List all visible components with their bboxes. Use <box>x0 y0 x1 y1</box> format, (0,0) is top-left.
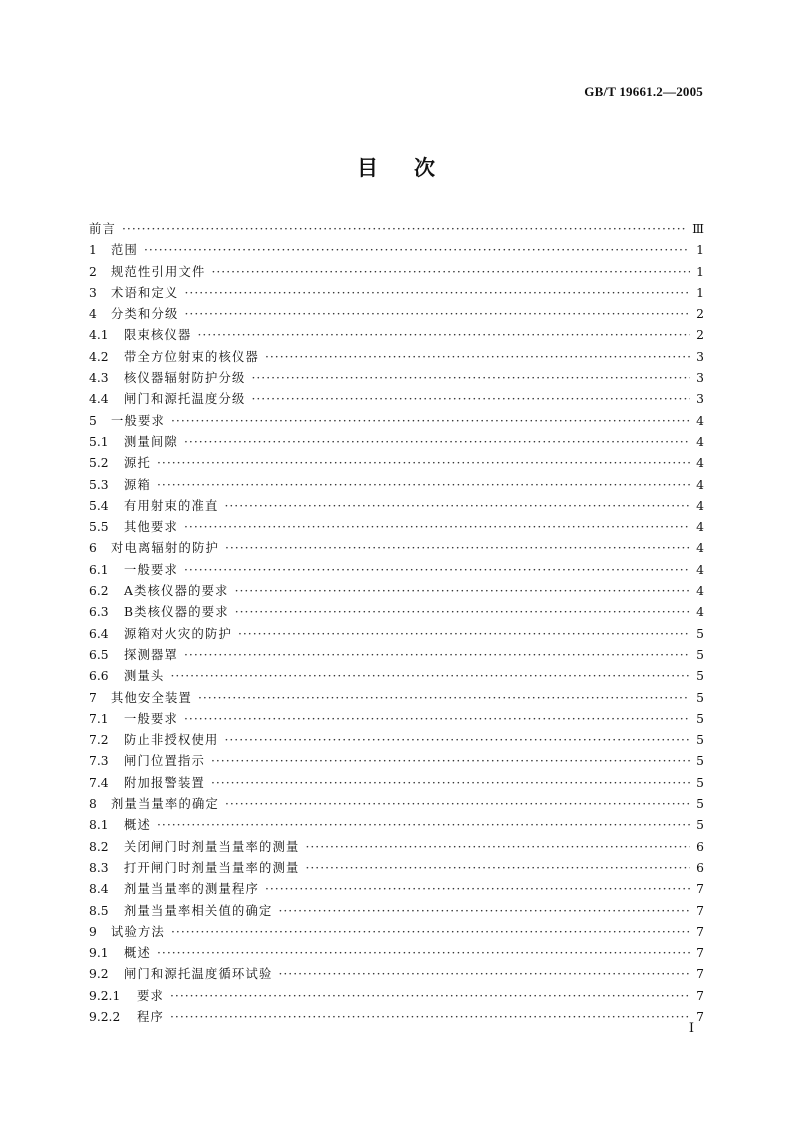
toc-entry[interactable] <box>89 389 704 410</box>
toc-entry-number: 8.5 <box>89 903 109 918</box>
toc-entry-number: 1 <box>89 243 97 258</box>
toc-dot-leader <box>122 219 686 240</box>
toc-entry[interactable] <box>89 709 704 730</box>
toc-entry-label: 闸门和源托温度循环试验 <box>124 967 273 982</box>
toc-entry-label: 剂量当量率的确定 <box>111 797 219 812</box>
toc-entry-page: 2 <box>696 307 704 322</box>
toc-entry[interactable] <box>89 624 704 645</box>
toc-entry-label: 分类和分级 <box>111 307 179 322</box>
toc-entry[interactable] <box>89 815 704 836</box>
toc-dot-leader <box>157 453 690 474</box>
toc-entry-page: 5 <box>696 626 704 641</box>
toc-entry-label: 附加报警装置 <box>124 775 205 790</box>
toc-entry-page: 5 <box>696 647 704 662</box>
toc-entry-page: 5 <box>696 690 704 705</box>
toc-dot-leader <box>144 240 690 261</box>
toc-entry-page: 5 <box>696 797 704 812</box>
toc-entry-number: 7.1 <box>89 711 109 726</box>
toc-entry[interactable] <box>89 262 704 283</box>
toc-entry-number: 4.3 <box>89 371 109 386</box>
toc-entry-label: 源箱对火灾的防护 <box>124 626 232 641</box>
toc-entry-label: 防止非授权使用 <box>124 733 219 748</box>
toc-dot-leader <box>225 794 690 815</box>
toc-entry-label: A类核仪器的要求 <box>124 584 229 599</box>
toc-dot-leader <box>170 986 690 1007</box>
toc-entry-number: 4.2 <box>89 349 109 364</box>
toc-entry-number: 8.1 <box>89 818 109 833</box>
toc-entry-page: 4 <box>696 477 704 492</box>
toc-entry-label: 一般要求 <box>124 562 178 577</box>
toc-entry-label: 闸门和源托温度分级 <box>124 392 246 407</box>
toc-dot-leader <box>278 901 690 922</box>
toc-entry-number: 5.4 <box>89 498 109 513</box>
toc-dot-leader <box>278 964 690 985</box>
toc-dot-leader <box>251 368 690 389</box>
toc-entry[interactable] <box>89 496 704 517</box>
toc-entry-label: 带全方位射束的核仪器 <box>124 349 259 364</box>
table-of-contents <box>89 219 704 1028</box>
toc-entry[interactable] <box>89 879 704 900</box>
toc-dot-leader <box>171 411 690 432</box>
toc-entry-number: 6 <box>89 541 97 556</box>
toc-entry-label: 概述 <box>124 818 151 833</box>
toc-entry-label: 剂量当量率相关值的确定 <box>124 903 273 918</box>
toc-entry-page: 4 <box>696 605 704 620</box>
toc-entry-number: 9.2.2 <box>89 1009 121 1024</box>
toc-entry-label: 程序 <box>137 1009 164 1024</box>
toc-entry-label: 术语和定义 <box>111 285 179 300</box>
toc-entry-number: 6.5 <box>89 647 109 662</box>
toc-entry-label: 前言 <box>89 222 116 236</box>
toc-entry-page: 3 <box>696 371 704 386</box>
toc-dot-leader <box>235 602 690 623</box>
toc-entry-number: 9.2 <box>89 967 109 982</box>
toc-entry-label: 其他安全装置 <box>111 690 192 705</box>
toc-entry[interactable] <box>89 475 704 496</box>
toc-dot-leader <box>170 1007 690 1028</box>
toc-entry[interactable] <box>89 943 704 964</box>
toc-entry[interactable] <box>89 837 704 858</box>
toc-dot-leader <box>265 879 690 900</box>
toc-entry[interactable] <box>89 986 704 1007</box>
toc-entry-page: 4 <box>696 584 704 599</box>
toc-entry-label: 概述 <box>124 946 151 961</box>
toc-entry-page: 4 <box>696 456 704 471</box>
toc-entry-number: 9.2.1 <box>89 988 121 1003</box>
toc-entry[interactable] <box>89 773 704 794</box>
toc-dot-leader <box>157 943 690 964</box>
toc-entry-page: 5 <box>696 711 704 726</box>
toc-entry-page: 7 <box>696 924 704 939</box>
toc-entry-number: 5.3 <box>89 477 109 492</box>
toc-entry[interactable] <box>89 347 704 368</box>
toc-entry[interactable] <box>89 794 704 815</box>
toc-entry[interactable] <box>89 411 704 432</box>
toc-dot-leader <box>171 922 690 943</box>
toc-dot-leader <box>185 304 691 325</box>
toc-entry-page: 7 <box>696 967 704 982</box>
toc-entry-label: 剂量当量率的测量程序 <box>124 882 259 897</box>
toc-dot-leader <box>225 538 690 559</box>
toc-entry-number: 4 <box>89 307 97 322</box>
toc-entry[interactable] <box>89 283 704 304</box>
toc-entry-number: 8.3 <box>89 860 109 875</box>
toc-dot-leader <box>184 645 690 666</box>
toc-entry-label: 限束核仪器 <box>124 328 192 343</box>
toc-dot-leader <box>157 475 690 496</box>
toc-dot-leader <box>305 837 690 858</box>
toc-entry[interactable] <box>89 1007 704 1028</box>
toc-entry[interactable] <box>89 517 704 538</box>
toc-title <box>0 152 794 182</box>
toc-entry-page: 4 <box>696 562 704 577</box>
toc-entry-number: 7 <box>89 690 97 705</box>
toc-entry-number: 6.1 <box>89 562 109 577</box>
toc-entry-number: 5.1 <box>89 434 109 449</box>
toc-entry[interactable] <box>89 964 704 985</box>
toc-title-right: 次 <box>414 156 437 180</box>
toc-entry-page: 6 <box>696 839 704 854</box>
toc-dot-leader <box>184 560 690 581</box>
toc-dot-leader <box>238 624 690 645</box>
toc-entry-number: 7.3 <box>89 754 109 769</box>
toc-dot-leader <box>184 517 690 538</box>
toc-dot-leader <box>224 730 690 751</box>
toc-entry-page: 4 <box>696 434 704 449</box>
toc-entry-label: 测量头 <box>124 669 165 684</box>
toc-entry[interactable] <box>89 901 704 922</box>
toc-entry[interactable] <box>89 432 704 453</box>
toc-entry-label: 试验方法 <box>111 924 165 939</box>
toc-entry[interactable] <box>89 730 704 751</box>
toc-entry-page: 5 <box>696 733 704 748</box>
toc-dot-leader <box>224 496 690 517</box>
toc-entry[interactable] <box>89 240 704 261</box>
toc-entry-number: 4.4 <box>89 392 109 407</box>
toc-dot-leader <box>157 815 690 836</box>
toc-entry-number: 9.1 <box>89 946 109 961</box>
toc-dot-leader <box>211 751 690 772</box>
toc-entry-number: 8.4 <box>89 882 109 897</box>
toc-dot-leader <box>211 262 690 283</box>
toc-entry-label: B类核仪器的要求 <box>124 605 229 620</box>
toc-entry-label: 核仪器辐射防护分级 <box>124 371 246 386</box>
toc-entry-page: 1 <box>696 264 704 279</box>
toc-entry-label: 闸门位置指示 <box>124 754 205 769</box>
toc-entry-page: Ⅲ <box>692 222 704 236</box>
toc-entry[interactable] <box>89 368 704 389</box>
toc-dot-leader <box>185 283 691 304</box>
toc-entry[interactable] <box>89 304 704 325</box>
toc-entry-number: 6.2 <box>89 584 109 599</box>
toc-entry-number: 3 <box>89 285 97 300</box>
toc-entry-number: 8 <box>89 797 97 812</box>
toc-entry[interactable] <box>89 688 704 709</box>
toc-dot-leader <box>171 666 691 687</box>
toc-entry-page: 6 <box>696 860 704 875</box>
toc-entry[interactable] <box>89 581 704 602</box>
toc-entry[interactable] <box>89 453 704 474</box>
page-number: Ⅰ <box>688 1020 694 1035</box>
toc-entry-number: 6.3 <box>89 605 109 620</box>
toc-entry-number: 5 <box>89 413 97 428</box>
toc-dot-leader <box>305 858 690 879</box>
toc-title-left: 目 <box>357 156 380 180</box>
toc-entry-page: 5 <box>696 754 704 769</box>
toc-entry-page: 4 <box>696 413 704 428</box>
toc-entry-page: 1 <box>696 243 704 258</box>
toc-entry-label: 一般要求 <box>111 413 165 428</box>
toc-entry-label: 测量间隙 <box>124 434 178 449</box>
toc-entry-label: 其他要求 <box>124 520 178 535</box>
toc-entry-label: 规范性引用文件 <box>111 264 206 279</box>
toc-entry-page: 4 <box>696 520 704 535</box>
toc-entry-page: 7 <box>696 988 704 1003</box>
toc-entry-page: 3 <box>696 349 704 364</box>
toc-entry[interactable] <box>89 538 704 559</box>
toc-entry-label: 对电离辐射的防护 <box>111 541 219 556</box>
toc-entry-page: 7 <box>696 882 704 897</box>
toc-entry[interactable] <box>89 560 704 581</box>
toc-entry[interactable] <box>89 219 704 240</box>
toc-entry-page: 5 <box>696 818 704 833</box>
toc-entry-page: 7 <box>696 1009 704 1024</box>
toc-entry-number: 7.4 <box>89 775 109 790</box>
toc-entry-label: 探测器罩 <box>124 647 178 662</box>
toc-entry-page: 1 <box>696 285 704 300</box>
toc-entry[interactable] <box>89 602 704 623</box>
toc-entry-label: 源托 <box>124 456 151 471</box>
toc-entry-label: 源箱 <box>124 477 151 492</box>
toc-entry[interactable] <box>89 922 704 943</box>
toc-entry-page: 2 <box>696 328 704 343</box>
toc-entry-number: 6.4 <box>89 626 109 641</box>
toc-entry-page: 7 <box>696 903 704 918</box>
toc-entry-number: 4.1 <box>89 328 109 343</box>
toc-dot-leader <box>198 688 690 709</box>
toc-entry-page: 7 <box>696 946 704 961</box>
toc-entry-label: 打开闸门时剂量当量率的测量 <box>124 860 300 875</box>
toc-dot-leader <box>211 773 690 794</box>
toc-dot-leader <box>251 389 690 410</box>
toc-entry-label: 范围 <box>111 243 138 258</box>
toc-entry-label: 要求 <box>137 988 164 1003</box>
toc-entry[interactable] <box>89 645 704 666</box>
toc-entry-number: 2 <box>89 264 97 279</box>
toc-entry-page: 4 <box>696 498 704 513</box>
toc-entry-page: 5 <box>696 669 704 684</box>
toc-entry-number: 5.5 <box>89 520 109 535</box>
toc-dot-leader <box>265 347 690 368</box>
toc-entry-page: 5 <box>696 775 704 790</box>
toc-dot-leader <box>235 581 690 602</box>
standard-code: GB/T 19661.2—2005 <box>584 84 703 99</box>
toc-entry-number: 8.2 <box>89 839 109 854</box>
toc-entry-number: 9 <box>89 924 97 939</box>
toc-entry[interactable] <box>89 751 704 772</box>
toc-entry-page: 4 <box>696 541 704 556</box>
toc-entry-number: 6.6 <box>89 669 109 684</box>
toc-entry[interactable] <box>89 666 704 687</box>
toc-dot-leader <box>198 325 691 346</box>
toc-entry-label: 有用射束的准直 <box>124 498 219 513</box>
toc-entry-label: 关闭闸门时剂量当量率的测量 <box>124 839 300 854</box>
toc-entry[interactable] <box>89 858 704 879</box>
toc-entry-number: 7.2 <box>89 733 109 748</box>
toc-entry-page: 3 <box>696 392 704 407</box>
toc-entry[interactable] <box>89 325 704 346</box>
toc-dot-leader <box>184 709 690 730</box>
toc-entry-number: 5.2 <box>89 456 109 471</box>
toc-dot-leader <box>184 432 690 453</box>
toc-entry-label: 一般要求 <box>124 711 178 726</box>
